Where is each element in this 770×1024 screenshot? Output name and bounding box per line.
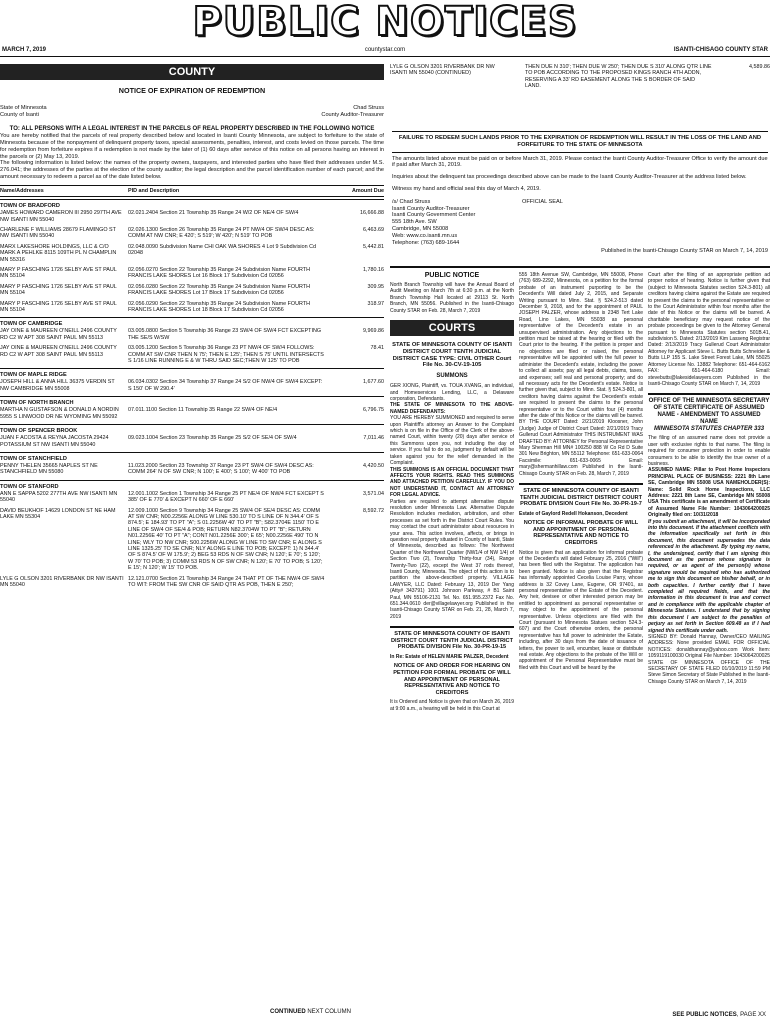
- case3: [519, 483, 643, 671]
- sig-line: Cambridge, MN 55008: [392, 225, 449, 232]
- sig-line: Isanti County Government Center: [392, 212, 476, 219]
- town-heading: TOWN OF SPENCER BROOK: [0, 424, 384, 435]
- county-published: Published in the Isanti-Chisago County STAR on March 7, 14, 2019: [601, 248, 768, 255]
- parcel-description: 03.005.1200 Section 5 Township 36 Range 23 PT NW/4 OF SW/4 FOLLOWS: COMM AT SW CNR THEN N 75'; THEN E 125'; THEN S 75' UNTIL INTERSECTS S 1/16 LINE RUNNING E & W THRU SAID SEC;THEN W 125' TO POB: [128, 345, 324, 365]
- parcel-amount: 309.95: [367, 283, 384, 290]
- notice-heading: NOTICE OF EXPIRATION OF REDEMPTION: [118, 86, 266, 95]
- header-line: [0, 45, 770, 57]
- issue-date: MARCH 7, 2019: [2, 47, 47, 53]
- case1-body: YOU ARE HEREBY SUMMONED and required to serve upon Plaintiff's attorney an Answer to the Complaint which is on file in the Office of the Clerk of the above-named Court, within twenty (20) days after service of this Summons upon you, not including the day of service. If you fail to do so, judgment by default will be taken against you for the relief demanded in the Complaint.: [390, 415, 514, 467]
- parcel-description: 12.009.1000 Section 9 Township 34 Range 25 SW/4 OF SE/4 DESC AS: COMM AT SW CNR; N00.2256E ALONG W LINE 530.10' TO S LINE OF N 344.4' OF S 874.5'; E 184.93' TO PT "A"; S 01.2256W 40' TO PT "B"; S82.3704E 1150' TO E LINE OF SW/4 OF SE/4 & POB; RETURN N82.3704W TO PT "B"; RETURN N01.2256E 40' TO PT "A"; CONT N01.2256E 300'; E 65'; N00.2256E 490' TO N LINE; WLY TO NW CNR; S00.2256W ALONG W LINE TO SW CNR; E ALONG S LINE 1325.25' TO SE CNR; NLY ALONG E LINE TO POB; EXCEPT: 1) N 344.4' OF S 874.5' OF W 175.9'; 2) BEG 53 RDS N OF SW CNR; N 120'; E 70'; S 120'; W 70' TO POB; 3) COMM 53 RDS N OF SW CNR; N 120'; E 70' TO POB; S 120'; E 15'; N 120'; W 15' TO POB.: [128, 507, 323, 572]
- case3-head: STATE OF MINNESOTA COUNTY OF ISANTI TENTH JUDICIAL DISTRICT DISTRICT COURT PROBATE DIVISION Court File No. 30-PR-19-7: [519, 488, 643, 508]
- sig-line: Isanti County Auditor-Treasurer: [392, 205, 470, 212]
- to-all-persons: TO: ALL PERSONS WITH A LEGAL INTEREST IN THE PARCELS OF REAL PROPERTY DESCRIBED IN THE FOLLOWING NOTICE: [9, 126, 375, 133]
- case2: [390, 626, 514, 712]
- parcel-amount: 7,011.46: [363, 435, 384, 442]
- case1-state: THE STATE OF MINNESOTA TO THE ABOVE-NAMED DEFENDANTS:: [390, 402, 514, 415]
- case1-caps: THIS SUMMONS IS AN OFFICIAL DOCUMENT THAT AFFECTS YOUR RIGHTS. READ THIS SUMMONS AND ATTACHED PETITION CAREFULLY. IF YOU DO NOT UNDERSTAND IT, CONTACT AN ATTORNEY FOR LEGAL ADVICE.: [390, 466, 514, 499]
- parcel-description: 02.026.1300 Section 26 Township 35 Range 24 PT NW/4 OF SW/4 DESC AS: COMM AT NW CNR; E 420'; S 519'; W 420'; N 519' TO POB: [128, 226, 315, 240]
- case1-body2: Parties are required to attempt alternative dispute resolution under Minnesota Law. Alternative Dispute Resolution includes mediation, arbitration, and other processes as set forth in the District Court Rules. You may contact the court administrator about resources in your area. This action involves, affects, or brings in question real property situated in County of Isanti, State of Minnesota, described as follows: The Northwest Quarter of the Northwest Quarter (NW1/4 of NW 1/4) of Section Two (2), Township Thirty-four (34), Range Twenty-Two (22), except the West 37 rods thereof, Isanti County, Minnesota. The object of this action is to partition the above-described property. VILLAGE LAWYER, LLC Dated: February 13, 2019 Der Yang (Atty# 343791) 1001 Johnson Parkway, # B1 Saint Paul, MN 55106-2131 Tel. No. 651.955.2372 Fax No. 651.344.0610 der@villagelawyer.org Published in the Isanti-Chisago County STAR on Feb. 21, 28, March 7, 2019: [390, 498, 514, 620]
- parcel-owner: JUAN F ACOSTA & REYNA JACOSTA 29424 POTASSIUM ST NW ISANTI MN 55040: [0, 435, 109, 448]
- cont-amount: 4,589.86: [749, 64, 770, 70]
- signature-lines: [392, 199, 522, 247]
- table-row: [0, 463, 384, 476]
- town-heading: TOWN OF MAPLE RIDGE: [0, 368, 384, 379]
- parcel-owner: PENNY THELEN 35665 NAPLES ST NE STANCHFIELD MN 55080: [0, 462, 98, 476]
- case2-head: STATE OF MINNESOTA COUNTY OF ISANTI DISTRICT COURT TENTH JUDICIAL DISTRICT PROBATE DIVISION File No. 30-PR-19-15: [390, 631, 514, 651]
- parcel-description: 12.121.0700 Section 21 Township 34 Range 24 THAT PT OF THE NW/4 OF SW/4 TO WIT: FROM THE SW CNR OF SAID QTR AS POB, THEN E 250';: [128, 575, 325, 589]
- continued-label: CONTINUED: [270, 1009, 306, 1015]
- courts-column-1: [390, 272, 514, 1012]
- case3-body: Notice is given that an application for informal probate of the Decedent's will dated February 25, 2016 ("Will") has been filed with the Registrar. The application has been granted. Notice is also given that the Registrar has informally appointed Cecelia Louise Parry, whose address is 32 Covey Lane, Eugene, OR 97401, as personal representative of the Estate of the Decedent. Any heir, devisee or other interested person may be entitled to appointment as personal representative or may object to the appointment of the personal representative. Unless objections are filed with the Court (pursuant to Minnesota Statues section 524.3-607) and the Court otherwise orders, the personal representative has full power to administer the Estate, including, after 30 days from the date of issuance of letters, the power to sell, encumber, lease or distribute real estate. Any objections to the probate of the Will or appointment of the Personal Representative must be filed with this Court and will be heard by the: [519, 549, 643, 671]
- case1-summons: SUMMONS: [436, 373, 468, 380]
- county-label: County of Isanti: [0, 111, 39, 118]
- parcel-amount: 6,796.75: [363, 407, 384, 414]
- officer-title: County Auditor-Treasurer: [321, 111, 384, 118]
- parcel-amount: [330, 576, 384, 589]
- masthead: [0, 0, 770, 44]
- parcel-owner: CHARLENE F WILLIAMS 28679 FLAMINGO ST NW ISANTI MN 55040: [0, 226, 116, 240]
- parcel-owner: LYLE G OLSON 3201 RIVERBANK DR NW ISANTI MN 55040: [0, 575, 124, 589]
- parcel-amount: 9,969.86: [363, 328, 384, 335]
- table-row: [0, 407, 384, 420]
- table-row: [0, 328, 384, 341]
- col-pid: PID and Description: [128, 187, 180, 194]
- parcel-description: 06.034.0302 Section 34 Township 37 Range 24 S/2 OF NW/4 OF SW/4 EXCEPT: S 150' OF W 290.4': [128, 379, 323, 392]
- town-heading: TOWN OF NORTH BRANCH: [0, 396, 384, 407]
- secretary-stat: MINNESOTA STATUTES CHAPTER 333: [653, 426, 765, 433]
- notice-para-1: You are hereby notified that the parcels of real property described below and located in Isanti County Minnesota, are subject to forfeiture to the state of Minnesota because of the nonpayment of delinquent property taxes, special assessments, penalties, interest, and costs levied on those parcels. The time for redemption from forfeiture expires if a redemption is not made by the later of (1) 60 days after service of this notice on all persons having an interest in the parcels or (2) May 13, 2019.: [0, 133, 384, 160]
- sig-line: 555 18th Ave. SW: [392, 219, 437, 226]
- county-closing: [0, 128, 770, 258]
- table-row: [0, 379, 384, 392]
- page-ref: PAGE XX: [740, 1012, 766, 1018]
- table-row: [0, 576, 384, 589]
- parcel-owner: ANN E SAPPA 5202 277TH AVE NW ISANTI MN 55040: [0, 490, 118, 504]
- parcel-owner: MARTHA N GUSTAFSON & DONALD A NORDIN 5955 S LINWOOD DR NE WYOMING MN 55092: [0, 407, 119, 420]
- parcel-owner: DAVID BEUKHOF 14629 LONDON ST NE HAM LAKE MN 55304: [0, 507, 116, 520]
- secretary-body1: The filing of an assumed name does not provide a user with exclusive rights to that name. The filing is required for consumer protection in order to enable consumers to be able to identify the true owner of a business.: [648, 435, 770, 467]
- state-label: State of Minnesota: [0, 105, 47, 111]
- parcel-description: 09.023.1004 Section 23 Township 35 Range 25 S/2 OF SE/4 OF SW/4: [128, 435, 297, 442]
- table-row: [0, 435, 384, 448]
- parcel-amount: 3,571.04: [363, 490, 384, 497]
- courts-column-2: [519, 272, 643, 1012]
- parcel-amount: 78.41: [370, 345, 384, 352]
- col-names: Name/Addresses: [0, 187, 44, 194]
- public-notice-heading: PUBLIC NOTICE: [424, 272, 480, 279]
- parcel-description: 02.056.0280 Section 22 Township 35 Range 24 Subdivision Name FOURTH FRANCIS LAKE SHORES Lot 17 Block 17 Subdivision Cd 02056: [128, 283, 310, 297]
- parcel-owner: MARY P FASCHING 1726 SELBY AVE ST PAUL MN 55104: [0, 300, 117, 314]
- case2-continued: 555 18th Avenue SW, Cambridge, MN 55008, Phone (763) 689-2292, Minnesota, on a petition for the formal probate of an instrument purporting to be the Decedent's Will dated July 2, 2015, and Separate Writing pursuant to Minn. Stat. § 524.2-513 dated December 9, 2018, and for the appointment of PAUL JOSEPH PALZER, whose address is 2348 Tert Lake Road, Lino Lakes, MN 55038 as personal representative of the Decedent's estate in an unsupervised administration. Any objections to the petition must be raised at the hearing or filed with the Court prior to the hearing. If the petition is proper and no objections are filed or raised, the personal representative will be appointed with the full power to administer the Decedent's estate, including the power to collect all assets; pay all legal debts, claims, taxes, and expenses; sell real and personal property; and do all necessary acts for the Decedent's estate. Notice is further given that, subject to Minn. Stat. § 524.3-801, all creditors having claims against the Decedent's estate are required to present the claims to the personal representative or to the Court within four (4) months after the date of this Notice or the claims will be barred. BY THE COURT Dated: 2/21/2019 Kloosner, John (Judge) Judge of District Court Dated: 2/21/2019 Tracy Gullerud Court Administrator THIS INSTRUMENT WAS DRAFTED BY: ATTORNEY for Personal Representative Mary Sherman Hill MN# 100250 888 W Co Rd D Suite 301 New Brighton, MN 55112 Telephone: 651-633-0064 Facsimile: 651-633-0065 Email: mary@shermanhillaw.com Published in the Isanti-Chisago County STAR on Feb. 28, March 7, 2019: [519, 272, 643, 477]
- signature-block: [392, 199, 768, 247]
- secretary-body3: SIGNED BY: Donald Hannay, Owner/CEO MAILING ADDRESS: None provided EMAIL FOR OFFICIAL NOTICES: donaldhannay@yahoo.com Work Item: 1059119100030 Original File Number: 1043064200025 STATE OF MINNESOTA OFFICE OF THE SECRETARY OF STATE FILED 01/10/2019 11:59 PM Steve Simon Secretary of State Published in the Isanti-Chisago County STAR on March 7, 14, 2019: [648, 633, 770, 685]
- parcel-description: 03.005.0800 Section 5 Township 36 Range 23 SW/4 OF SW/4 FCT EXCEPTING THE SE/S W/SW: [128, 328, 322, 341]
- witness-line: Witness my hand and official seal this day of March 4, 2019.: [392, 185, 541, 192]
- parcel-owner: JOSEPH HILL & ANNA HILL 36375 VERDIN ST NW CAMBRIDGE MN 55008: [0, 379, 115, 392]
- notice-parties: [0, 105, 384, 118]
- secretary-body2: ASSUMED NAME: Pillar to Post Home Inspectors PRINCIPAL PLACE OF BUSINESS: 2221 8th Lane SE, Cambridge MN 55008 USA NAMEHOLDER(S): Name: Solid Rock Home Inspections, LLC Address: 2221 8th Lane SE, Cambridge MN 55008 USA This certificate is an amendment of Certificate of Assumed Name File Number: 1043064200025 Originally filed on: 10/31/2018: [648, 467, 770, 519]
- parcel-amount: 6,463.69: [363, 226, 384, 233]
- public-notice-body: North Branch Township will have the Annual Board of Audit Meeting on March 7th at 6:30 p.m. at the North Branch Township Hall located at 29113 St. North Branch, MN 55056. Published in the Isanti-Chisago County STAR on Feb. 28, March 7, 2019: [390, 282, 514, 314]
- sig-line: Telephone: (763) 689-1644: [392, 239, 460, 246]
- case2-body: It is Ordered and Notice is given that on March 26, 2019 at 9:00 a.m., a hearing will be held in this Court at: [390, 699, 514, 712]
- notice-para-2: The following information is listed below: the names of the property owners, taxpayers, and interested parties who have filed their addresses under M.S. 276.041; the addresses of the parties at the election of the county auditor; the legal description and the parcel identification number of each parcel; and the amount necessary to redeem a parcel as of the date listed below.: [0, 160, 384, 180]
- next-column-label: NEXT COLUMN: [307, 1009, 351, 1015]
- parcel-amount: 1,677.60: [363, 379, 384, 386]
- parcel-owner: JAY OINE & MAUREEN O'NEILL 2496 COUNTY RD C2 W APT 308 SAINT PAUL MN 55113: [0, 345, 117, 358]
- table-row: [0, 508, 384, 572]
- table-row: [0, 301, 384, 314]
- failure-warning: FAILURE TO REDEEM SUCH LANDS PRIOR TO THE EXPIRATION OF REDEMPTION WILL RESULT IN THE LOSS OF THE LAND AND FORFEITURE TO THE STATE OF MINNESOTA: [398, 135, 762, 148]
- parcel-owner: MARY P FASCHING 1726 SELBY AVE ST PAUL MN 55104: [0, 283, 117, 297]
- town-heading: TOWN OF STANFORD: [0, 480, 384, 491]
- parcel-amount: 16,666.88: [360, 210, 384, 217]
- sig-line: Web: www.co.isanti.mn.us: [392, 232, 458, 239]
- case3-title: NOTICE OF INFORMAL PROBATE OF WILL AND APPOINTMENT OF PERSONAL REPRESENTATIVE AND NOTICE TO CREDITORS: [523, 520, 639, 546]
- parcel-amount: 5,442.81: [363, 243, 384, 250]
- town-heading: TOWN OF CAMBRIDGE: [0, 317, 384, 328]
- parcel-owner: MARY P FASCHING 1726 SELBY AVE ST PAUL MN 55104: [0, 267, 117, 280]
- case1-head: STATE OF MINNESOTA COUNTY OF ISANTI DISTRICT COURT TENTH JUDICIAL DISTRICT CASE TYPE: CIVIL OTHER Court File No. 30-CV-19-105: [392, 342, 512, 369]
- parcel-description: 02.021.2404 Section 21 Township 35 Range 24 W/2 OF NE/4 OF SW/4: [128, 210, 299, 217]
- divider: [390, 266, 770, 268]
- parcel-description: 07.011.1100 Section 11 Township 35 Range 22 SW/4 OF NE/4: [128, 407, 278, 414]
- table-row: [0, 491, 384, 504]
- case1-parties: GER XIONG, Plaintiff, vs. TOUA XVANG, an individual, and Homeservices Lending, LLC, a Delaware corporation, Defendants.: [390, 383, 514, 403]
- parcel-description: 02.048.0090 Subdivision Name CHI OAK WA SHORES 4 Lot 9 Subdivision Cd 02048: [128, 243, 316, 257]
- section-header-courts: COURTS: [390, 320, 514, 336]
- officer-name: Chad Struss: [353, 105, 384, 111]
- inquiries-para: Inquiries about the delinquent tax proceedings described above can be made to the Isanti County Auditor-Treasurer at the address listed below.: [392, 174, 747, 181]
- table-row: [390, 64, 770, 90]
- parcel-description: 11.023.2000 Section 23 Township 37 Range 23 PT SW/4 OF SW/4 DESC AS: COMM 264' N OF SW CNR; N 100'; E 400'; S 100'; W 400' TO POB: [128, 462, 314, 476]
- parcel-description: 02.056.0270 Section 22 Township 35 Range 24 Subdivision Name FOURTH FRANCIS LAKE SHORES Lot 16 Block 17 Subdivision Cd 02056: [128, 267, 310, 280]
- case2-title: NOTICE OF AND ORDER FOR HEARING ON PETITION FOR FORMAL PROBATE OF WILL AND APPOINTMENT OF PERSONAL REPRESENTATIVE AND NOTICE TO CREDITORS: [393, 663, 511, 696]
- parcel-amount: 1,780.16: [363, 267, 384, 274]
- secretary-notice: [648, 393, 770, 685]
- courts-column-3: [648, 272, 770, 1012]
- secretary-head: OFFICE OF THE MINNESOTA SECRETARY OF STATE CERTIFICATE OF ASSUMED NAME - AMENDMENT TO ASSUMED NAME: [648, 398, 770, 426]
- parcel-description: 12.001.1002 Section 1 Township 34 Range 25 PT NE/4 OF NW/4 FCT EXCEPT S 385' OF E 770' & EXCEPT N 660' OF E 660': [128, 490, 324, 504]
- parcel-owner: JAY OINE & MAUREEN O'NEILL 2496 COUNTY RD C2 W APT 308 SAINT PAUL MN 55113: [0, 328, 117, 341]
- parcel-amount: 8,592.72: [363, 507, 384, 514]
- parcel-owner: MARX LAKESHORE HOLDINGS, LLC & C/O MARK A PEHLKE 8115 109TH PL N CHAMPLIN MN 55316: [0, 243, 117, 263]
- case3-estate: Estate of Gaylord Redell Hokanson, Decedent: [519, 510, 628, 517]
- site-url: countystar.com: [364, 47, 406, 53]
- table-row: [0, 345, 384, 364]
- parcel-amount: 318.97: [367, 300, 384, 307]
- official-seal: OFFICIAL SEAL: [522, 198, 563, 205]
- section-header-county: COUNTY: [0, 64, 384, 80]
- signature: /s/ Chad Struss: [392, 198, 431, 205]
- secretary-italic: If you submit an attachment, it will be incorporated into this document. If the attachment conflicts with the information specifically set forth in this document, this document supersedes the data referenced in the attachment. By typing my name, I, the undersigned, certify that I am signing this document as the person whose signature is required, or as agent of the person(s) whose signature would be required who has authorized me to sign this document on his/her behalf, or in both capacities. I further certify that I have completed all required fields, and that the information in this document is true and correct and in compliance with the applicable chapter of Minnesota Statutes. I understand that by signing this document I am subject to the penalties of perjury as set forth in Section 609.48 as if I had signed this certificate under oath.: [648, 518, 770, 634]
- parcel-owner: JAMES HOWARD CAMERON III 2950 297TH AVE NW ISANTI MN 55040: [0, 210, 122, 223]
- cont-desc: THEN DUE N 310'; THEN DUE W 250'; THEN DUE S 310' ALONG QTR LINE TO POB ACCORDING TO THE PROPOSED KINGS RANCH 4TH ADDN, RESERVING A 33' RD EASEMENT ALONG THE S BORDER OF SAID LAND.: [525, 64, 712, 90]
- paper-name: ISANTI-CHISAGO COUNTY STAR: [673, 47, 768, 53]
- town-heading: TOWN OF STANCHFIELD: [0, 452, 384, 463]
- continued-note: [270, 1009, 351, 1015]
- amounts-para: The amounts listed above must be paid on or before March 31, 2019. Please contact the Isanti County Auditor-Treasurer Office to verify the amount due if paid after March 31, 2019.: [392, 155, 768, 169]
- town-heading: TOWN OF BRADFORD: [0, 199, 384, 210]
- cont-names: LYLE G OLSON 3201 RIVERBANK DR NW ISANTI MN 55040 (CONTINUED): [390, 64, 495, 77]
- case3-right: Court after the filing of an appropriate petition ad proper notice of hearing. Notice is further given that (subject to Minnesota Statutes section 524.3-801) all creditors having claims against the Estate are required to present the claims to the personal representative or to the Court Administrator within four months after the date of this Notice or the claims will be barred. A charitable beneficiary may request notice of the probate proceedings be given to the Attorney General pursuant to Minnesota Statutes section 501B.41, subdivision 5. Dated: 2/13/2019 Kim Lasseng Registrar Dated: 2/13/2019 Tracy Gullerud Court Administrator Attorney for Applicant Steve L. Butts Butts Schneider & Butts LLP 155 S. Lake Street Forest Lake, MN 55025 Attorney License No. 13882 Telephone: 651-464-6162 FAX: 651-464-6180 Email: stevebutts@lakesidelawyers.com Published in the Isanti-Chisago County STAR on March 7, 14, 2019: [648, 272, 770, 387]
- case2-estate: In Re: Estate of HELEN MARIE PALZER, Decedent: [390, 654, 509, 661]
- see-public-notices: SEE PUBLIC NOTICES: [672, 1012, 737, 1018]
- parcel-description: 02.056.0290 Section 22 Township 35 Range 24 Subdivision Name FOURTH FRANCIS LAKE SHORES Lot 18 Block 17 Subdivision Cd 02056: [128, 300, 310, 314]
- page-footer: SEE PUBLIC NOTICES, PAGE XX: [672, 1012, 766, 1018]
- parcel-amount: 4,420.50: [363, 462, 384, 469]
- masthead-title: PUBLIC NOTICES: [192, 0, 578, 45]
- table-row: [0, 284, 384, 297]
- col-amount: Amount Due: [351, 187, 384, 194]
- table-row: [0, 267, 384, 280]
